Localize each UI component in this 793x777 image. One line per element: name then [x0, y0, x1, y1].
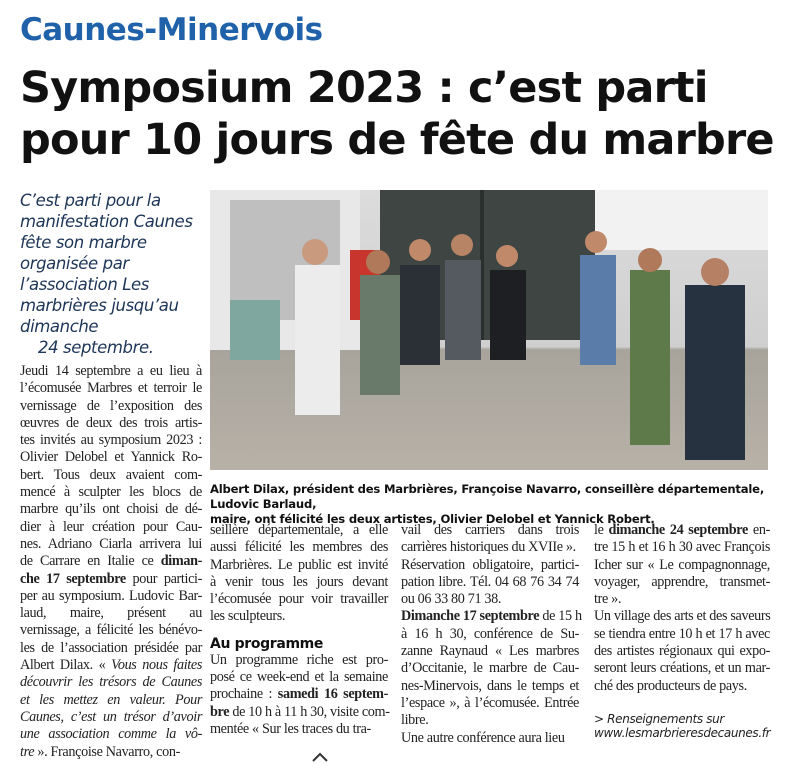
intro-line: marbrières jusqu’au	[20, 296, 179, 315]
text-segment: œuvres de deux des trois artis-	[20, 414, 202, 431]
text-segment: vail des carriers dans trois	[401, 522, 579, 538]
text-segment: Olivier Delobel et Yannick Ro-	[20, 449, 202, 466]
text-segment: che 17 septembre	[20, 570, 126, 587]
text-segment: Un village des arts et des saveurs	[594, 608, 771, 625]
text-segment: le	[594, 522, 609, 538]
body-line	[20, 449, 202, 466]
text-segment: de 15 h	[539, 608, 582, 625]
body-line	[20, 536, 202, 553]
body-line	[20, 467, 202, 484]
body-line	[210, 522, 388, 539]
text-segment: des artistes régionaux qui expo-	[594, 643, 770, 660]
section-kicker: Caunes-Minervois	[20, 12, 323, 48]
text-segment: Caunes, c’est un trésor d’avoir	[20, 708, 202, 725]
body-line	[594, 643, 770, 660]
text-segment: et les mettez en valeur. Pour	[20, 691, 202, 708]
text-segment: seront leurs créations, et un mar-	[594, 660, 770, 677]
body-line	[20, 588, 202, 605]
subheading: Au programme	[210, 635, 324, 652]
text-segment: l’espace », à l’écomusée. Entrée	[401, 694, 579, 711]
text-segment: diman-	[160, 553, 202, 570]
text-segment: découvrir les trésors de Caunes	[20, 674, 202, 691]
body-column-3	[401, 522, 582, 747]
text-segment: à 16 h 30, conférence de Su-	[401, 625, 579, 642]
body-line	[594, 695, 770, 712]
text-segment: Icher sur « Le compagnonnage,	[594, 556, 770, 573]
text-segment: Marbrières. Le public est invité	[210, 556, 388, 573]
article-photo	[210, 190, 768, 475]
info-text: www.lesmarbrieresdecaunes.fr	[594, 726, 771, 741]
body-line	[401, 643, 579, 660]
text-segment: carrières historiques du XVIIe ».	[401, 539, 576, 556]
text-segment: vernissage, a félicité les bénévo-	[20, 622, 202, 639]
body-line	[20, 484, 202, 501]
text-segment: aussi félicité les membres des	[210, 539, 388, 556]
text-segment: vernissage de l’exposition des	[20, 397, 202, 414]
body-column-4	[594, 522, 770, 740]
body-line	[20, 363, 202, 380]
intro-line: fête son marbre	[20, 233, 147, 252]
text-segment: marbre qu’ils ont choisi de dé-	[20, 501, 202, 518]
body-line	[210, 721, 388, 738]
text-segment: pation libre. Tél. 04 68 76 34 74	[401, 573, 579, 590]
body-line	[20, 432, 202, 449]
text-segment: Réservation obligatoire, partici-	[401, 556, 579, 573]
body-line	[210, 557, 388, 574]
body-line	[594, 608, 770, 625]
text-segment: dimanche 24 septembre	[608, 522, 748, 538]
text-segment: laud, maire, présent au	[20, 605, 202, 622]
body-line	[594, 591, 770, 608]
text-segment: ». Françoise Navarro, con-	[34, 743, 180, 760]
text-segment: tre ».	[594, 591, 622, 608]
text-segment: Jeudi 14 septembre a eu lieu à	[20, 363, 202, 379]
text-segment: zanne Raynaud « Les marbres	[401, 643, 579, 660]
text-segment: dier à leur création pour Cau-	[20, 518, 202, 535]
body-line	[401, 660, 579, 677]
text-segment: mencé à sculpter les blocs de	[20, 484, 202, 501]
body-line	[210, 669, 388, 686]
photo-caption	[210, 482, 770, 527]
body-line	[594, 574, 770, 591]
text-segment: per au symposium. Ludovic Bar-	[20, 587, 202, 604]
text-segment: ché des producteurs de pays.	[594, 677, 747, 694]
text-segment: bre	[210, 703, 230, 720]
body-line	[210, 704, 388, 721]
text-segment: se tiendra entre 10 h et 17 h avec	[594, 625, 770, 642]
body-line	[594, 626, 770, 643]
body-line	[20, 640, 202, 657]
body-line	[20, 657, 202, 674]
chevron-up-icon[interactable]	[310, 750, 330, 764]
body-line	[20, 501, 202, 518]
body-column-2	[210, 522, 388, 738]
body-line	[210, 591, 388, 608]
text-segment: l’écomusée Marbres et terroir le	[20, 380, 202, 397]
body-line	[401, 712, 579, 729]
text-segment: Un programme riche est pro-	[210, 651, 388, 668]
body-line	[210, 636, 388, 652]
body-line	[20, 709, 202, 726]
body-line	[594, 522, 770, 539]
headline-line: pour 10 jours de fête du marbre	[20, 115, 774, 165]
body-line	[401, 539, 579, 556]
text-segment: les sculpteurs.	[210, 608, 286, 625]
body-line	[210, 574, 388, 591]
text-segment: pour partici-	[125, 570, 202, 587]
body-line	[20, 674, 202, 691]
body-line	[20, 398, 202, 415]
body-line	[594, 539, 770, 556]
intro-line: 24 septembre.	[38, 338, 154, 357]
text-segment: de Carrare en Italie ce	[20, 553, 161, 570]
body-line	[401, 626, 579, 643]
text-segment: une association comme la vô-	[20, 726, 202, 743]
body-line	[20, 519, 202, 536]
body-line	[401, 574, 579, 591]
text-segment: en-	[747, 522, 770, 538]
body-line	[401, 522, 579, 539]
body-line	[20, 692, 202, 709]
body-line	[20, 415, 202, 432]
photo-illustration	[210, 190, 768, 475]
body-line	[210, 539, 388, 556]
text-segment: Une autre conférence aura lieu	[401, 729, 565, 746]
body-line	[594, 557, 770, 574]
body-line	[594, 712, 770, 726]
intro-line: organisée par	[20, 254, 129, 273]
text-segment: à venir tous les jours devant	[210, 573, 388, 590]
body-line	[401, 608, 582, 625]
body-line	[401, 678, 579, 695]
text-segment: l’écomusée pour voir travailler	[210, 591, 388, 608]
text-segment: posé ce week-end et la semaine	[210, 669, 388, 686]
body-line	[20, 571, 202, 588]
text-segment: mentée « Sur les traces du tra-	[210, 720, 371, 737]
text-segment: de 10 h à 11 h 30, visite com-	[229, 703, 390, 720]
body-line	[20, 744, 202, 761]
text-segment: nes. Adriano Ciarla arrivera lui	[20, 535, 202, 552]
text-segment: Dimanche 17 septembre	[401, 608, 540, 625]
text-segment: nes-Minervois, dans le temps et	[401, 677, 579, 694]
text-segment: bert. Tous deux avaient com-	[20, 466, 202, 483]
body-line	[594, 678, 770, 695]
intro-line: dimanche	[20, 317, 99, 336]
body-line	[20, 553, 202, 570]
body-line	[401, 591, 579, 608]
body-line	[401, 730, 579, 747]
caption-line: maire, ont félicité les deux artistes, Olivier Delobel et Yannick Robert.	[210, 512, 655, 526]
text-segment: d’Occitanie, le marbre de Cau-	[401, 660, 579, 677]
body-line	[210, 608, 388, 625]
text-segment: seillère départementale, a elle	[210, 522, 388, 538]
headline	[20, 62, 774, 166]
spacer	[594, 695, 597, 711]
body-line	[401, 695, 579, 712]
intro-line: C’est parti pour la	[20, 191, 161, 210]
text-segment: voyager, apprendre, transmet-	[594, 573, 770, 590]
body-line	[594, 726, 770, 740]
text-segment: libre.	[401, 712, 429, 729]
body-column-1	[20, 363, 202, 761]
intro-line: manifestation Caunes	[20, 212, 193, 231]
text-segment: Albert Dilax. «	[20, 657, 112, 674]
body-line	[210, 652, 388, 669]
caption-line: Albert Dilax, président des Marbrières, Françoise Navarro, conseillère départementale, Ludovic Barlaud,	[210, 482, 765, 511]
text-segment: tre	[20, 743, 35, 760]
body-line	[20, 605, 202, 622]
body-line	[401, 557, 579, 574]
article-intro	[20, 190, 205, 358]
info-text: > Renseignements sur	[594, 712, 725, 727]
text-segment: tre 15 h et 16 h 30 avec François	[594, 539, 770, 556]
text-segment: les de l’association présidée par	[20, 639, 202, 656]
body-line	[20, 622, 202, 639]
text-segment: ou 06 33 80 71 38.	[401, 591, 502, 608]
text-segment: tes invités au symposium 2023 :	[20, 432, 202, 449]
body-line	[20, 726, 202, 743]
intro-line: l’association Les	[20, 275, 149, 294]
body-line	[594, 660, 770, 677]
body-line	[20, 380, 202, 397]
headline-line: Symposium 2023 : c’est parti	[20, 63, 708, 113]
text-segment: samedi 16 septem-	[277, 686, 388, 703]
text-segment: Vous nous faites	[111, 657, 202, 674]
body-line	[210, 686, 388, 703]
text-segment: prochaine :	[210, 686, 278, 703]
